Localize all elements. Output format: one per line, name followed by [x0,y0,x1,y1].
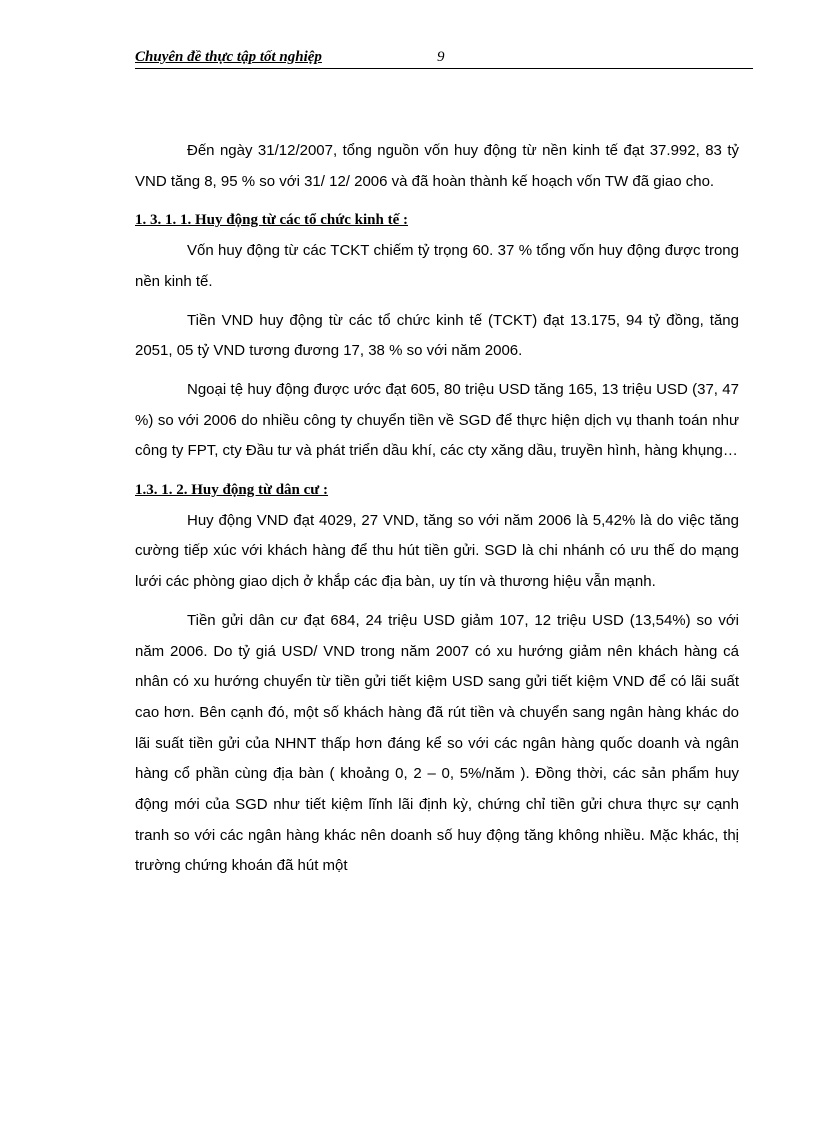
paragraph-share: Vốn huy động từ các TCKT chiếm tỷ trọng 60. 37 % tổng vốn huy động được trong nền kinh tế. [135,242,739,290]
paragraph-vnd-residents: Huy động VND đạt 4029, 27 VND, tăng so với năm 2006 là 5,42% là do việc tăng cường tiếp xúc với khách hàng để thu hút tiền gửi. SGD là chi nhánh có ưu thế do mạng lưới các phòng giao dịch ở khắp các địa bàn, uy tín và thương hiệu vẫn mạnh. [135,511,739,591]
paragraph-vnd-tckt: Tiền VND huy động từ các tổ chức kinh tế (TCKT) đạt 13.175, 94 tỷ đồng, tăng 2051, 05 tỷ VND tương đương 17, 38 % so với năm 2006. [135,311,739,360]
document-title: Chuyên đề thực tập tốt nghiệp [135,49,322,65]
paragraph-resident-deposits: Tiền gửi dân cư đạt 684, 24 triệu USD giảm 107, 12 triệu USD (13,54%) so với năm 2006. Do tỷ giá USD/ VND trong năm 2007 có xu hướng giảm nên khách hàng cá nhân có xu hướng chuyển từ tiền gửi tiết kiệm USD sang gửi tiết kiệm VND để có lãi suất cao hơn. Bên cạnh đó, một số khách hàng đã rút tiền và chuyển sang ngân hàng khác do lãi suất tiền gửi của NHNT thấp hơn đáng kể so với các ngân hàng quốc doanh và ngân hàng cổ phần cùng địa bàn ( khoảng 0, 2 – 0, 5%/năm ). Đồng thời, các sản phẩm huy động mới của SGD như tiết kiệm lĩnh lãi định kỳ, chứng chỉ tiền gửi chưa thực sự cạnh tranh so với các ngân hàng khác nên doanh số huy động tăng không nhiều. Mặc khác, thị trường chứng khoán đã hút một [135,611,739,875]
section-heading-economic-orgs: 1. 3. 1. 1. Huy động từ các tổ chức kinh tế : [135,212,409,229]
intro-paragraph: Đến ngày 31/12/2007, tổng nguồn vốn huy động từ nền kinh tế đạt 37.992, 83 tỷ VND tăng 8, 95 % so với 31/ 12/ 2006 và đã hoàn thành kế hoạch vốn TW đã giao cho. [135,142,739,190]
section-heading-residents: 1.3. 1. 2. Huy động từ dân cư : [135,482,329,499]
paragraph-foreign-currency: Ngoại tệ huy động được ước đạt 605, 80 triệu USD tăng 165, 13 triệu USD (37, 47 %) so với 2006 do nhiều công ty chuyển tiền về SGD để thực hiện dịch vụ thanh toán như công ty FPT, cty Đầu tư và phát triển dầu khí, các cty xăng dầu, truyền hình, hàng khụng… [135,380,739,460]
page-header [135,48,753,69]
document-body [135,136,739,882]
page-number: 9 [437,49,445,65]
